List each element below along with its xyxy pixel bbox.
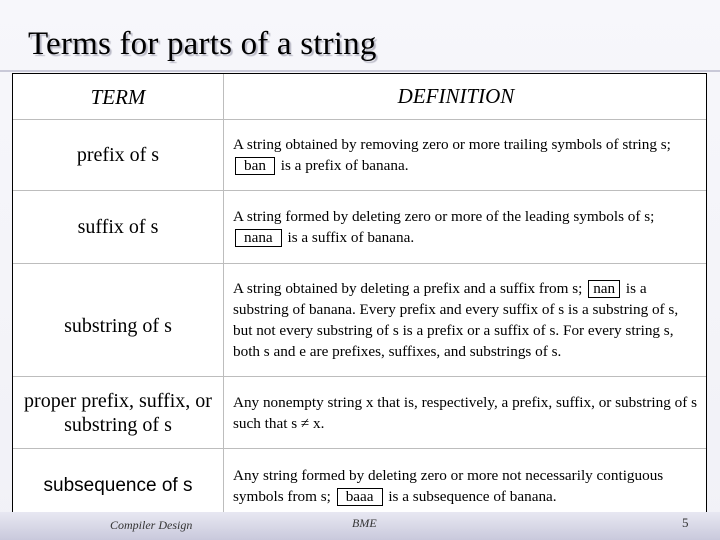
title-divider [0, 70, 720, 72]
definition-text: A string obtained by deleting a prefix and a suffix from s; [233, 280, 583, 297]
example-box: nan [588, 280, 620, 298]
definition-text: A string formed by deleting zero or more of the leading symbols of s; [233, 208, 655, 225]
definition-cell [233, 377, 699, 448]
definition-text: is a substring of banana. Every prefix and every suffix of s is a substring of s, but not every substring of s is a prefix or a suffix of s. For every string s, both s and e are prefixes, suffixes, and substrings of s. [233, 280, 679, 360]
table-row [13, 191, 706, 264]
term-cell: proper prefix, suffix, or substring of s [24, 389, 212, 436]
header-definition: DEFINITION [397, 84, 515, 108]
definition-text: is a subsequence of banana. [388, 487, 557, 505]
term-cell: subsequence of s [43, 474, 193, 496]
definition-cell [233, 264, 699, 376]
table-header-row [13, 74, 706, 120]
definition-cell [233, 191, 699, 263]
header-term: TERM [90, 84, 146, 109]
table-row [13, 264, 706, 377]
table-row [13, 377, 706, 449]
page-number: 5 [682, 515, 689, 530]
terms-table [12, 73, 707, 523]
example-box: nana [235, 229, 282, 247]
footer-course: Compiler Design [110, 518, 193, 532]
example-box: ban [235, 157, 275, 175]
table-row [13, 120, 706, 191]
definition-cell [233, 120, 699, 190]
definition-text: A string obtained by removing zero or more trailing symbols of string s; [233, 136, 671, 153]
term-cell: suffix of s [77, 216, 159, 238]
footer-institution: BME [352, 516, 377, 530]
definition-text: is a prefix of banana. [280, 157, 409, 174]
slide-title: Terms for parts of a string [28, 26, 377, 62]
definition-text: is a suffix of banana. [287, 229, 415, 246]
definition-text: Any nonempty string x that is, respectively, a prefix, suffix, or substring of s such that s ≠ x. [233, 393, 697, 432]
definition-text: Any string formed by deleting zero or more not necessarily contiguous symbols from s; [233, 466, 664, 505]
term-cell: prefix of s [76, 144, 160, 166]
term-cell: substring of s [64, 315, 172, 337]
example-box: baaa [337, 488, 383, 506]
